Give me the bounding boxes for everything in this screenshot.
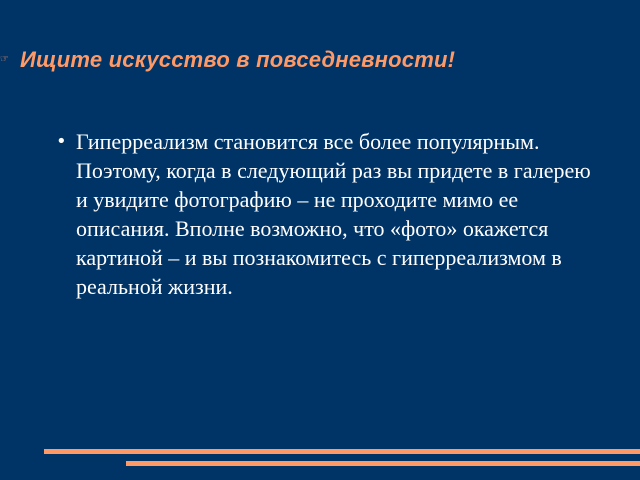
- bullet-text: Гиперреализм становится все более популярным. Поэтому, когда в следующий раз вы придете в галерею и увидите фотографию – не проходите мимо ее описания. Вполне возможно, что «фото» окажется картиной – и вы познакомитесь с гиперреализмом в реальной жизни.: [76, 129, 591, 299]
- bottom-accent-line-bottom: [126, 461, 640, 466]
- slide-title: [0, 44, 640, 84]
- slide-title-text: Ищите искусство в повседневности!: [20, 47, 456, 72]
- bullet-marker: •: [56, 131, 67, 152]
- small-hand-icon: ☞: [0, 54, 9, 65]
- slide-body: [56, 127, 616, 301]
- bottom-accent-line-top: [44, 449, 640, 454]
- bullet-item: [56, 127, 616, 301]
